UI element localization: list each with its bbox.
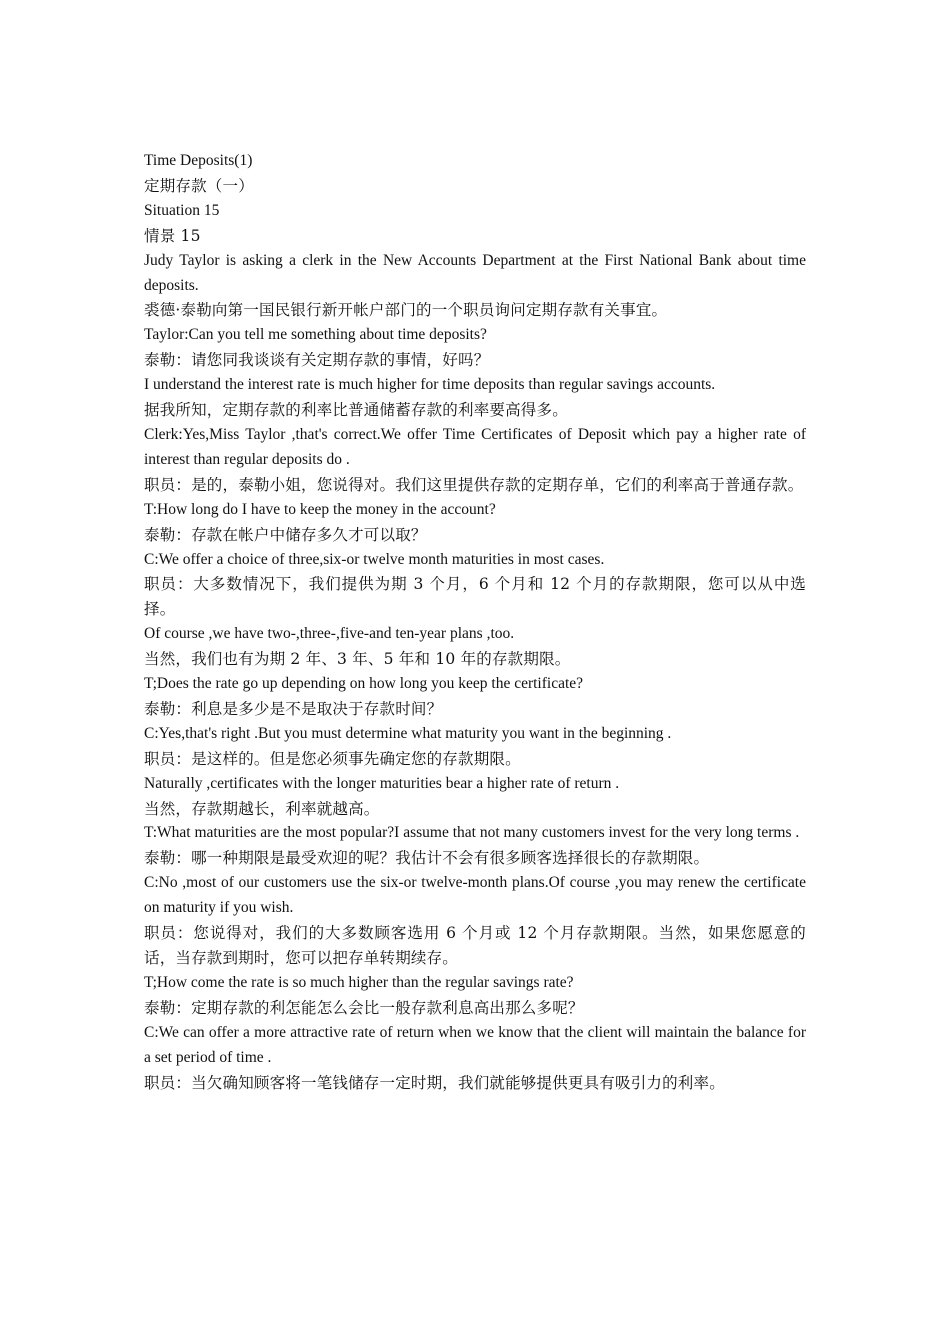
chinese-text-line: 泰勒：定期存款的利怎能怎么会比一般存款利息高出那么多呢？: [144, 998, 584, 1017]
english-text-line: T;Does the rate go up depending on how long you keep the certificate?: [144, 675, 584, 693]
english-text-line: Judy Taylor is asking a clerk in the New Accounts Department at the First National Bank about time deposits.: [144, 251, 806, 294]
chinese-text-line: 职员：您说得对，我们的大多数顾客选用 6 个月或 12 个月存款期限。当然，如果您愿意的话，当存款到期时，您可以把存单转期续存。: [144, 924, 806, 967]
english-text-line: C:We can offer a more attractive rate of return when we know that the client will maintain the balance for a set period of time .: [144, 1023, 806, 1066]
english-text-line: Situation 15: [144, 201, 220, 219]
chinese-text-line: 当然，我们也有为期 2 年、3 年、5 年和 10 年的存款期限。: [144, 650, 571, 669]
chinese-text-line: 泰勒：哪一种期限是最受欢迎的呢？我估计不会有很多顾客选择很长的存款期限。: [144, 849, 710, 868]
chinese-text-line: 职员：当欠确知顾客将一笔钱储存一定时期，我们就能够提供更具有吸引力的利率。: [144, 1073, 725, 1092]
chinese-text-line: 泰勒：存款在帐户中储存多久才可以取？: [144, 525, 427, 544]
english-text-line: T:How long do I have to keep the money in the account?: [144, 500, 496, 518]
english-text-line: Naturally ,certificates with the longer maturities bear a higher rate of return .: [144, 774, 620, 792]
english-text-line: C:No ,most of our customers use the six-or twelve-month plans.Of course ,you may renew the certificate on maturity if you wish.: [144, 874, 806, 917]
document-page: [144, 149, 806, 1095]
chinese-text-line: 职员：是这样的。但是您必须事先确定您的存款期限。: [144, 749, 521, 768]
chinese-text-line: 当然，存款期越长，利率就越高。: [144, 799, 380, 818]
english-text-line: Taylor:Can you tell me something about time deposits?: [144, 326, 487, 344]
chinese-text-line: 定期存款（一）: [144, 176, 254, 195]
english-text-line: C:Yes,that's right .But you must determine what maturity you want in the beginning .: [144, 724, 672, 742]
chinese-text-line: 职员：大多数情况下，我们提供为期 3 个月，6 个月和 12 个月的存款期限，您可以从中选择。: [144, 575, 806, 619]
english-text-line: T;How come the rate is so much higher than the regular savings rate?: [144, 973, 574, 991]
document-title: Time Deposits(1): [144, 152, 253, 169]
english-text-line: C:We offer a choice of three,six-or twelve month maturities in most cases.: [144, 550, 605, 568]
chinese-text-line: 泰勒：利息是多少是不是取决于存款时间？: [144, 699, 443, 718]
chinese-text-line: 情景 15: [144, 226, 201, 245]
chinese-text-line: 泰勒：请您同我谈谈有关定期存款的事情，好吗？: [144, 351, 490, 370]
chinese-text-line: 裘德·泰勒向第一国民银行新开帐户部门的一个职员询问定期存款有关事宜。: [144, 301, 668, 320]
english-text-line: I understand the interest rate is much higher for time deposits than regular savings accounts.: [144, 376, 716, 394]
english-text-line: Clerk:Yes,Miss Taylor ,that's correct.We offer Time Certificates of Deposit which pay a higher rate of interest than regular deposits do .: [144, 425, 806, 468]
chinese-text-line: 据我所知，定期存款的利率比普通储蓄存款的利率要高得多。: [144, 401, 568, 420]
english-text-line: Of course ,we have two-,three-,five-and ten-year plans ,too.: [144, 625, 515, 643]
english-text-line: T:What maturities are the most popular?I assume that not many customers invest for the very long terms .: [144, 824, 800, 842]
chinese-text-line: 职员：是的，泰勒小姐，您说得对。我们这里提供存款的定期存单，它们的利率高于普通存款。: [144, 475, 804, 494]
